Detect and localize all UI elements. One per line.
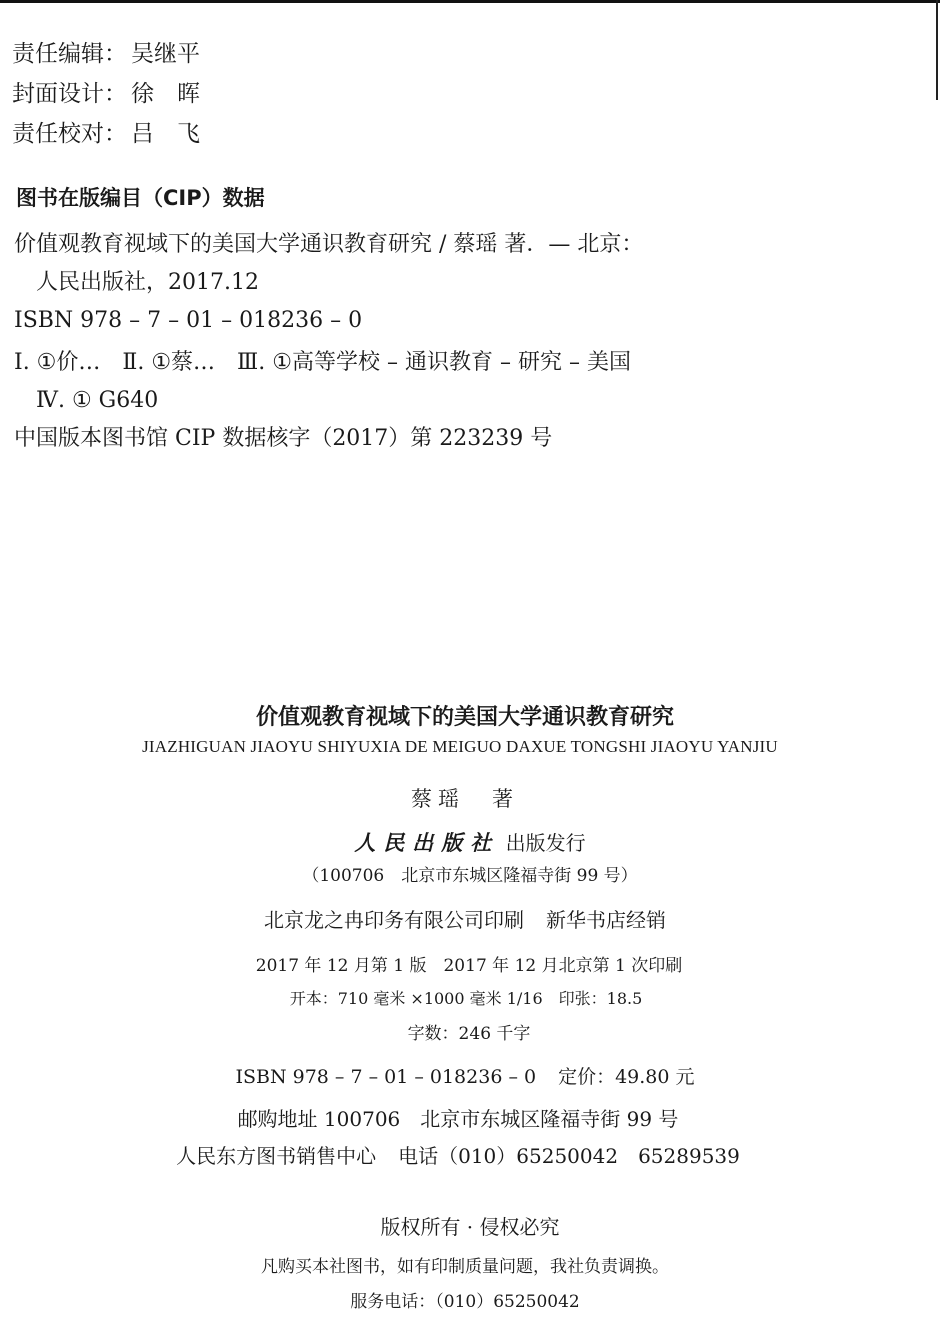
isbn-number: ISBN 978 – 7 – 01 – 018236 – 0 <box>235 1066 537 1088</box>
format-line: 开本：710 毫米 ×1000 毫米 1/16 印张：18.5 <box>289 989 643 1008</box>
credit-cover-design <box>12 74 200 114</box>
printer-line <box>0 904 940 933</box>
credit-value: 徐 晖 <box>131 81 200 107</box>
sales-center-line <box>0 1140 940 1169</box>
cip-heading: 图书在版编目（CIP）数据 <box>16 186 265 210</box>
cip-data-block <box>14 182 914 462</box>
publisher-line <box>0 827 940 857</box>
credit-proofreader <box>12 114 200 154</box>
scan-edge-top <box>0 0 940 3</box>
price: 定价：49.80 元 <box>558 1066 695 1088</box>
edition-line: 2017 年 12 月第 1 版 2017 年 12 月北京第 1 次印刷 <box>255 956 683 976</box>
book-title-pinyin: JIAZHIGUAN JIAOYU SHIYUXIA DE MEIGUO DAXUE TONGSHI JIAOYU YANJIU <box>142 737 778 756</box>
cip-isbn: ISBN 978 – 7 – 01 – 018236 – 0 <box>14 308 363 333</box>
credit-label: 封面设计： <box>12 81 127 107</box>
sales-center-name: 人民东方图书销售中心 <box>176 1144 377 1168</box>
editorial-credits <box>12 34 200 154</box>
credit-value: 吕 飞 <box>131 121 200 147</box>
publisher-logo: 人民出版社 <box>354 830 500 855</box>
publisher-address: （100706 北京市东城区隆福寺街 99 号） <box>302 866 638 886</box>
cip-approval-number: 中国版本图书馆 CIP 数据核字（2017）第 223239 号 <box>14 426 553 451</box>
word-count-line: 字数：246 千字 <box>407 1024 531 1044</box>
cip-entry-line: 人民出版社，2017.12 <box>36 270 259 295</box>
isbn-price-line <box>0 1062 940 1089</box>
printer-name: 北京龙之冉印务有限公司印刷 <box>264 908 524 932</box>
distributor-name: 新华书店经销 <box>546 908 666 932</box>
colophon <box>0 700 940 1312</box>
cip-class-number: Ⅳ. ① G640 <box>36 388 159 413</box>
mail-order-address: 邮购地址 100706 北京市东城区隆福寺街 99 号 <box>237 1107 679 1131</box>
sales-phone: 电话（010）65250042 65289539 <box>398 1144 740 1168</box>
credit-editor <box>12 34 200 74</box>
publisher-suffix: 出版发行 <box>505 831 586 855</box>
scan-edge-right <box>936 0 938 100</box>
service-phone: 服务电话：（010）65250042 <box>350 1292 580 1312</box>
credit-label: 责任校对： <box>12 121 127 147</box>
author-line: 蔡瑶 著 <box>411 787 519 811</box>
cip-entry-line: 价值观教育视域下的美国大学通识教育研究 / 蔡瑶 著．— 北京： <box>14 232 644 257</box>
cip-subject-line: Ⅰ. ①价… Ⅱ. ①蔡… Ⅲ. ①高等学校 – 通识教育 – 研究 – 美国 <box>14 350 631 375</box>
credit-label: 责任编辑： <box>12 41 127 67</box>
quality-notice: 凡购买本社图书，如有印制质量问题，我社负责调换。 <box>261 1257 669 1277</box>
copyright-notice: 版权所有 · 侵权必究 <box>380 1215 560 1239</box>
book-title: 价值观教育视域下的美国大学通识教育研究 <box>255 705 674 730</box>
credit-value: 吴继平 <box>131 41 200 67</box>
